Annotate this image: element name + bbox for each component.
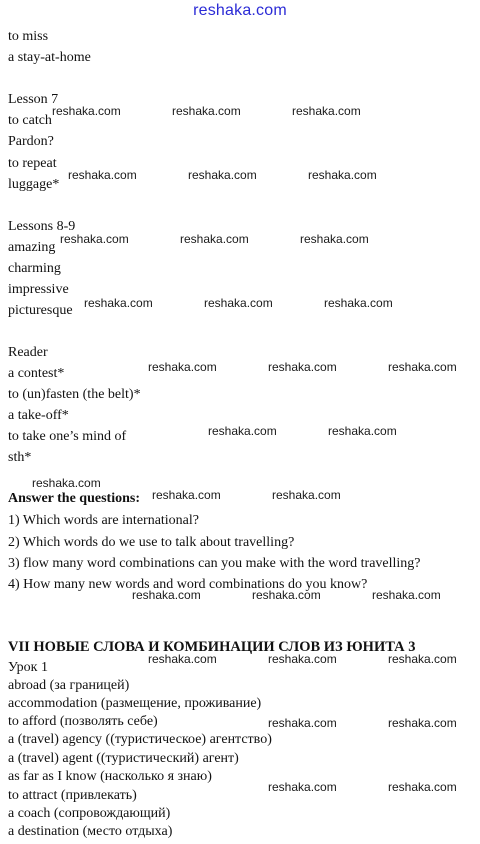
watermark: reshaka.com <box>300 232 369 246</box>
text-line: Pardon? <box>8 134 54 149</box>
text-line: sth* <box>8 450 32 465</box>
section-title: VII НОВЫЕ СЛОВА И КОМБИНАЦИИ СЛОВ ИЗ ЮНИТА 3 <box>8 639 416 655</box>
text-line: to (un)fasten (the belt)* <box>8 387 141 402</box>
question-line: 1) Which words are international? <box>8 513 200 528</box>
text-line: a take-off* <box>8 408 69 423</box>
text-line: to catch <box>8 113 52 128</box>
vocab-line: to attract (привлекать) <box>8 788 137 803</box>
text-line: to repeat <box>8 156 57 171</box>
watermark: reshaka.com <box>324 296 393 310</box>
watermark: reshaka.com <box>152 488 221 502</box>
text-line: to miss <box>8 29 49 44</box>
vocab-line: a (travel) agent ((туристический) агент) <box>8 751 239 766</box>
watermark: reshaka.com <box>172 104 241 118</box>
text-line: charming <box>8 261 61 276</box>
watermark: reshaka.com <box>132 588 201 602</box>
watermark: reshaka.com <box>84 296 153 310</box>
watermark: reshaka.com <box>388 652 457 666</box>
watermark: reshaka.com <box>292 104 361 118</box>
questions-heading: Answer the questions: <box>8 491 140 506</box>
text-line: luggage* <box>8 177 60 192</box>
vocab-line: a (travel) agency ((туристическое) агентство) <box>8 732 272 747</box>
watermark: reshaka.com <box>148 652 217 666</box>
site-logo[interactable]: reshaka.com <box>193 2 287 19</box>
section-heading: Reader <box>8 345 48 360</box>
vocab-line: abroad (за границей) <box>8 678 130 693</box>
vocab-line: a coach (сопровождающий) <box>8 806 171 821</box>
watermark: reshaka.com <box>268 780 337 794</box>
watermark: reshaka.com <box>180 232 249 246</box>
lesson-heading: Lessons 8-9 <box>8 219 76 234</box>
watermark: reshaka.com <box>208 424 277 438</box>
watermark: reshaka.com <box>188 168 257 182</box>
watermark: reshaka.com <box>372 588 441 602</box>
vocab-line: as far as I know (насколько я знаю) <box>8 769 212 784</box>
watermark: reshaka.com <box>52 104 121 118</box>
question-line: 3) flow many word combinations can you make with the word travelling? <box>8 556 421 571</box>
text-line: a contest* <box>8 366 65 381</box>
text-line: picturesque <box>8 303 73 318</box>
watermark: reshaka.com <box>328 424 397 438</box>
watermark: reshaka.com <box>308 168 377 182</box>
watermark: reshaka.com <box>268 360 337 374</box>
text-line: amazing <box>8 240 56 255</box>
watermark: reshaka.com <box>388 780 457 794</box>
text-line: impressive <box>8 282 69 297</box>
watermark: reshaka.com <box>204 296 273 310</box>
lesson-heading: Урок 1 <box>8 660 48 675</box>
question-line: 4) How many new words and word combinations do you know? <box>8 577 368 592</box>
watermark: reshaka.com <box>272 488 341 502</box>
watermark: reshaka.com <box>388 716 457 730</box>
watermark: reshaka.com <box>268 652 337 666</box>
vocab-line: a destination (место отдыха) <box>8 824 173 839</box>
lesson-heading: Lesson 7 <box>8 92 59 107</box>
watermark: reshaka.com <box>32 476 101 490</box>
watermark: reshaka.com <box>60 232 129 246</box>
watermark: reshaka.com <box>148 360 217 374</box>
text-line: a stay-at-home <box>8 50 91 65</box>
watermark: reshaka.com <box>68 168 137 182</box>
vocab-line: accommodation (размещение, проживание) <box>8 696 262 711</box>
watermark: reshaka.com <box>268 716 337 730</box>
watermark: reshaka.com <box>252 588 321 602</box>
watermark: reshaka.com <box>388 360 457 374</box>
question-line: 2) Which words do we use to talk about travelling? <box>8 535 295 550</box>
vocab-line: to afford (позволять себе) <box>8 714 158 729</box>
text-line: to take one’s mind of <box>8 429 127 444</box>
